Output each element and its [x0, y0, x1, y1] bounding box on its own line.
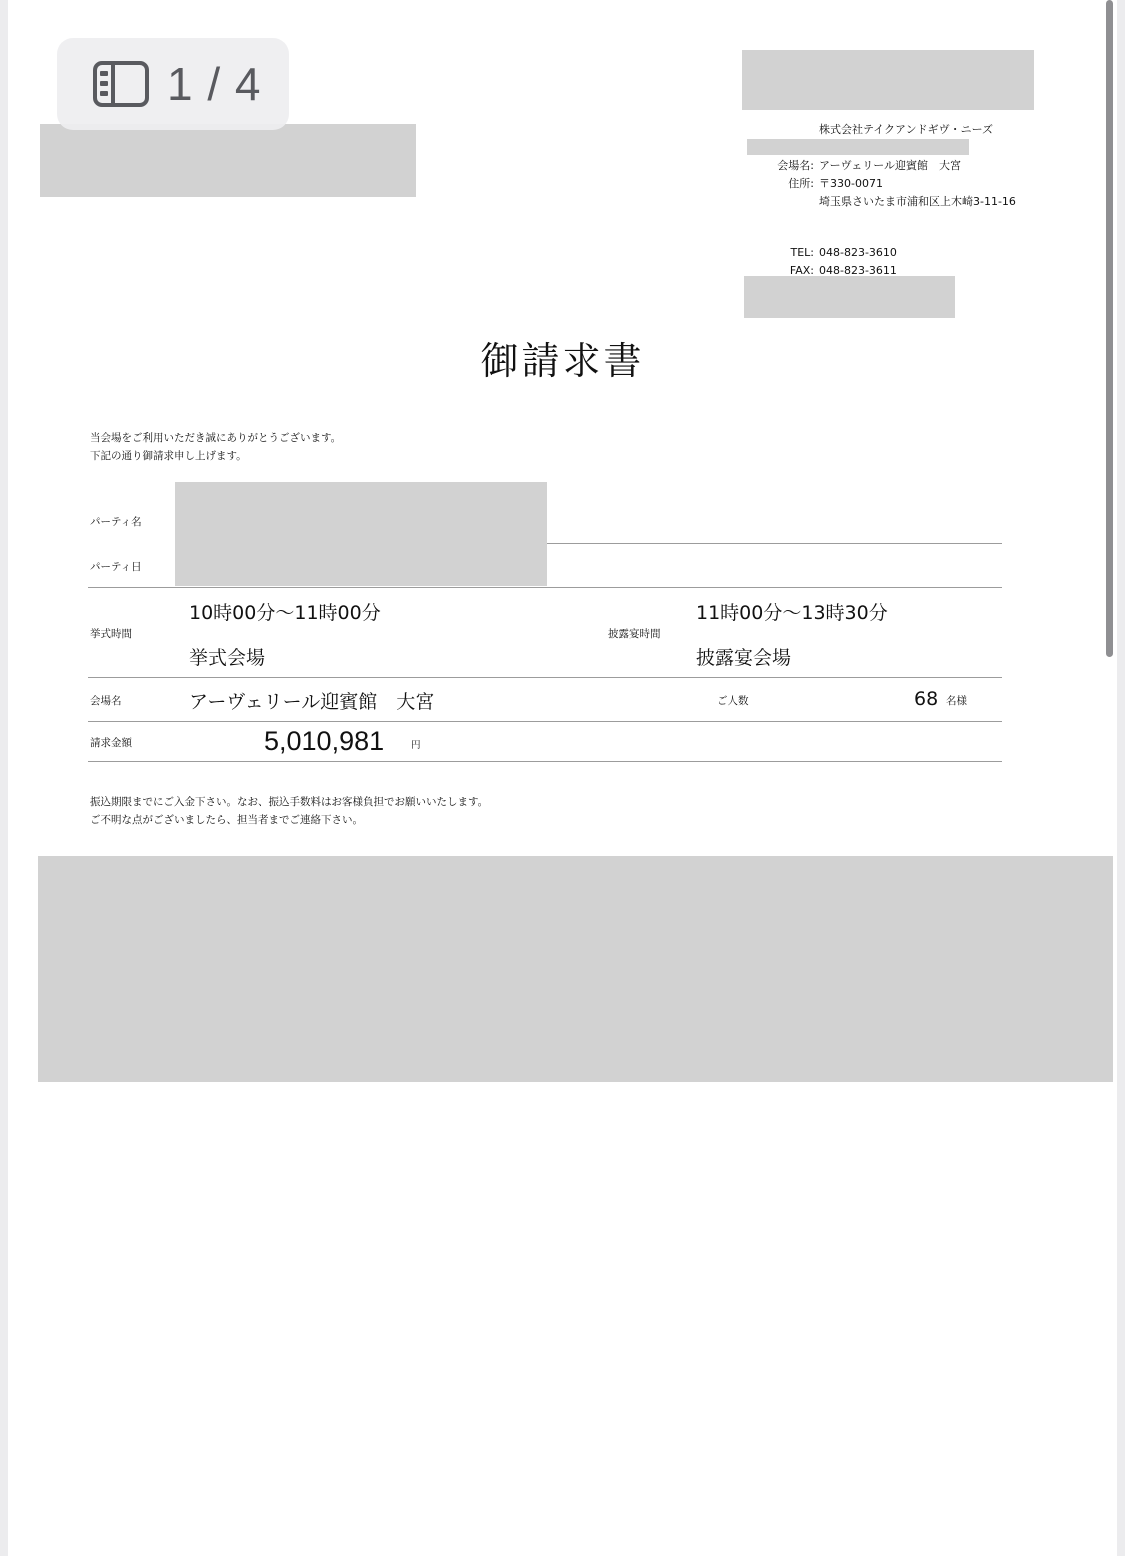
guests-count: 68: [914, 688, 939, 710]
issuer-venue: アーヴェリール迎賓館 大宮: [819, 159, 962, 172]
redacted-bank-details: [38, 856, 1113, 1082]
reception-place: 披露宴会場: [696, 647, 792, 669]
guests-label: ご人数: [717, 695, 749, 707]
issuer-postal: 〒330-0071: [819, 177, 883, 190]
page-counter: 1 / 4: [167, 58, 262, 110]
amount-label: 請求金額: [90, 737, 132, 749]
row-divider: [88, 587, 1002, 588]
note-line-1: 振込期限までにご入金下さい。なお、振込手数料はお客様負担でお願いいたします。: [90, 796, 489, 808]
row-divider: [88, 761, 1002, 762]
guests-unit: 名様: [946, 695, 967, 707]
issuer-fax-label: FAX:: [789, 264, 814, 277]
vertical-scrollbar[interactable]: [1106, 0, 1113, 657]
party-name-label: パーティ名: [90, 516, 142, 528]
row-divider: [88, 677, 1002, 678]
party-date-label: パーティ日: [90, 561, 142, 573]
issuer-company: 株式会社テイクアンドギヴ・ニーズ: [819, 123, 994, 136]
reception-time-label: 披露宴時間: [608, 628, 661, 640]
document-title: 御請求書: [480, 339, 645, 383]
reception-time: 11時00分～13時30分: [696, 602, 888, 624]
redacted-party-info: [175, 482, 547, 586]
row-divider: [88, 721, 1002, 722]
row-divider: [547, 543, 1002, 544]
sidebar-toggle-icon[interactable]: [93, 61, 149, 107]
redacted-logo: [742, 50, 1034, 110]
ceremony-time: 10時00分～11時00分: [189, 602, 381, 624]
issuer-tel: 048-823-3610: [819, 246, 897, 259]
intro-line-1: 当会場をご利用いただき誠にありがとうございます。: [90, 432, 342, 444]
issuer-fax: 048-823-3611: [819, 264, 897, 277]
amount-unit: 円: [411, 740, 421, 751]
venue-row-label: 会場名: [90, 695, 122, 707]
ceremony-place: 挙式会場: [189, 647, 266, 669]
issuer-address-label: 住所:: [788, 177, 814, 190]
issuer-venue-label: 会場名:: [777, 159, 814, 172]
redacted-stamp: [744, 276, 955, 318]
redacted-recipient: [40, 124, 416, 197]
page-indicator[interactable]: [57, 38, 289, 130]
issuer-address: 埼玉県さいたま市浦和区上木崎3-11-16: [819, 195, 1016, 208]
document-page: [8, 0, 1117, 1556]
issuer-tel-label: TEL:: [790, 246, 814, 259]
ceremony-time-label: 挙式時間: [90, 628, 132, 640]
venue-row-value: アーヴェリール迎賓館 大宮: [189, 691, 435, 713]
note-line-2: ご不明な点がございましたら、担当者までご連絡下さい。: [90, 814, 363, 826]
intro-line-2: 下記の通り御請求申し上げます。: [90, 450, 247, 462]
amount-value: 5,010,981: [264, 726, 385, 756]
redacted-line: [747, 139, 969, 155]
